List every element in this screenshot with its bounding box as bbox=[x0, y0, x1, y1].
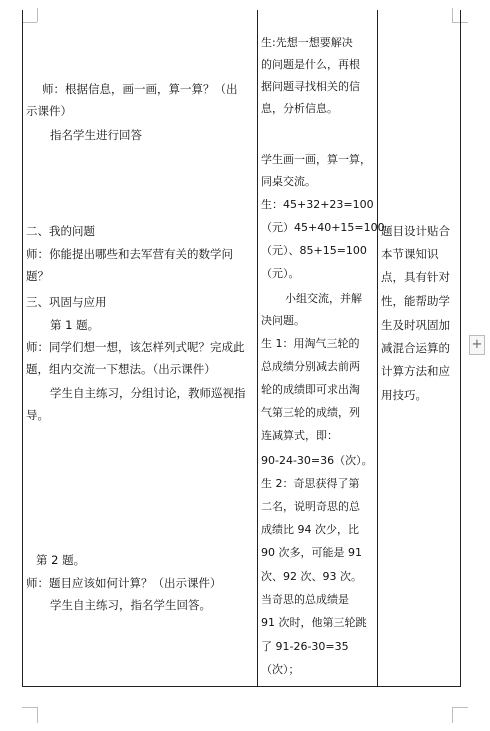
text-line: 据问题寻找相关的信 bbox=[261, 80, 360, 93]
text-line: 90 次多，可能是 91 bbox=[261, 546, 362, 559]
text-line: 题目设计贴合 bbox=[381, 224, 450, 238]
text-line: （元）。 bbox=[261, 267, 300, 280]
text-line: 轮的成绩即可求出淘 bbox=[261, 383, 360, 396]
text-line: 成绩比 94 次少，比 bbox=[261, 523, 359, 536]
text-line: 本节课知识 bbox=[381, 247, 439, 261]
text-line: 当奇思的总成绩是 bbox=[261, 593, 349, 606]
text-line: 示课件） bbox=[26, 104, 72, 118]
text-line: 师：你能提出哪些和去军营有关的数学问 bbox=[26, 247, 233, 261]
text-line: （元）45+40+15=100 bbox=[261, 221, 385, 234]
text-line: 决问题。 bbox=[261, 314, 305, 327]
text-line: 生:先想一想要解决 bbox=[261, 36, 353, 49]
text-line: 生及时巩固加 bbox=[381, 318, 450, 332]
text-line: 小组交流，并解 bbox=[285, 292, 362, 305]
text-line: 生：45+32+23=100 bbox=[261, 198, 374, 211]
text-line: 了 91-26-30=35 bbox=[261, 640, 349, 653]
section-heading: 三、巩固与应用 bbox=[26, 295, 107, 309]
text-line: 总成绩分别减去前两 bbox=[261, 360, 360, 373]
text-line: 生 2：奇思获得了第 bbox=[261, 477, 360, 490]
text-line: 题，组内交流一下想法。（出示课件） bbox=[26, 362, 216, 376]
text-line: 师：题目应该如何计算？（出示课件） bbox=[26, 576, 222, 590]
text-line: 二名，说明奇思的总 bbox=[261, 500, 360, 513]
text-line: 学生画一画，算一算， bbox=[261, 153, 371, 166]
text-line: 师：同学们想一想，该怎样列式呢？完成此 bbox=[26, 340, 245, 354]
text-line: 第 1 题。 bbox=[50, 318, 100, 332]
text-line: （次）； bbox=[261, 663, 300, 676]
text-line: 导。 bbox=[26, 408, 49, 422]
text-line: 师：根据信息，画一画，算一算？（出 bbox=[42, 82, 238, 96]
text-line: 91 次时，他第三轮跳 bbox=[261, 616, 367, 629]
text-line: 学生自主练习，指名学生回答。 bbox=[50, 598, 211, 612]
text-line: 息，分析信息。 bbox=[261, 102, 338, 115]
text-line: 计算方法和应 bbox=[381, 364, 450, 378]
text-line: 点，具有针对 bbox=[381, 270, 450, 284]
text-line: 连减算式，即： bbox=[261, 429, 338, 442]
text-line: 次、92 次、93 次。 bbox=[261, 570, 362, 583]
text-line: 用技巧。 bbox=[381, 388, 427, 402]
text-line: 指名学生进行回答 bbox=[50, 128, 142, 142]
expand-plus-button[interactable]: + bbox=[469, 335, 485, 355]
text-line: 的问题是什么，再根 bbox=[261, 58, 360, 71]
text-line: 性，能帮助学 bbox=[381, 294, 450, 308]
text-line: 生 1：用淘气三轮的 bbox=[261, 337, 360, 350]
text-line: 90-24-30=36（次）。 bbox=[261, 454, 373, 467]
text-line: 第 2 题。 bbox=[36, 553, 86, 567]
text-line: 气第三轮的成绩，列 bbox=[261, 406, 360, 419]
text-line: 题？ bbox=[26, 269, 49, 283]
text-line: 减混合运算的 bbox=[381, 341, 450, 355]
section-heading: 二、我的问题 bbox=[26, 224, 95, 238]
text-line: 学生自主练习，分组讨论，教师巡视指 bbox=[50, 386, 246, 400]
text-line: 同桌交流。 bbox=[261, 175, 316, 188]
text-line: （元）、85+15=100 bbox=[261, 244, 367, 257]
